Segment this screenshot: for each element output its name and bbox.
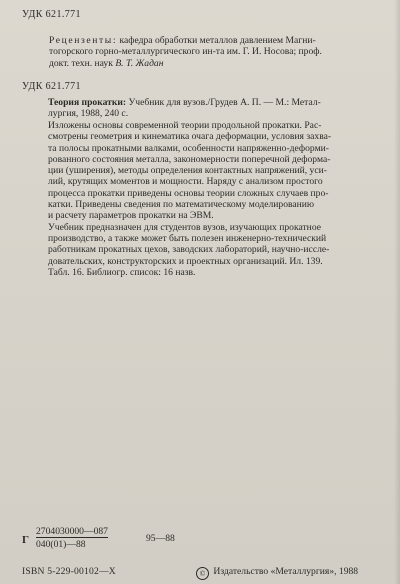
udk-code-second: УДК 621.771 bbox=[22, 81, 81, 92]
abstract-block bbox=[48, 120, 331, 278]
reviewers-line-1 bbox=[49, 35, 389, 46]
reviewers-block bbox=[49, 35, 389, 69]
code-numerator: 2704030000—087 bbox=[36, 526, 108, 537]
abstract-line: смотрены геометрия и кинематика очага деформации, условия захва- bbox=[48, 131, 332, 143]
copyright-icon: © bbox=[196, 567, 209, 580]
code-denominator: 040(01)—88 bbox=[36, 539, 86, 550]
reviewers-degree: докт. техн. наук bbox=[49, 57, 113, 69]
abstract-line: Учебник предназначен для студентов вузов, изучающих прокатное bbox=[48, 221, 321, 233]
abstract-line: ции (уширения), методы определения контактных напряжений, уси- bbox=[48, 165, 327, 177]
reviewers-line-2: тогорского горно-металлургического ин-та им. Г. И. Носова; проф. bbox=[49, 46, 322, 58]
abstract-line: довательских, конструкторских и проектных организаций. Ил. 139. bbox=[48, 255, 323, 267]
bibliographic-description bbox=[48, 97, 321, 120]
abstract-line: Изложены основы современной теории продольной прокатки. Рас- bbox=[48, 120, 322, 131]
abstract-line: работникам прокатных цехов, заводских лабораторий, научно-иссле- bbox=[48, 244, 330, 256]
abstract-line: рованного состояния металла, закономерности поперечной деформа- bbox=[48, 153, 331, 165]
udk-code-top: УДК 621.771 bbox=[22, 9, 81, 20]
abstract-line: производство, а также может быть полезен инженерно-технический bbox=[48, 232, 327, 244]
abstract-line: процесса прокатки приведены основы теории сложных случаев про- bbox=[48, 187, 329, 199]
reviewers-text-1: кафедра обработки металлов давлением Магни- bbox=[119, 35, 316, 46]
reviewers-label: Рецензенты: bbox=[49, 35, 118, 46]
abstract-line: та полосы прокатными валками, особенности напряженно-деформи- bbox=[48, 142, 329, 154]
book-title: Теория прокатки: bbox=[48, 97, 127, 108]
abstract-line: и расчету параметров прокатки на ЭВМ. bbox=[48, 210, 214, 222]
biblio-line-2: лургия, 1988, 240 с. bbox=[48, 108, 129, 120]
abstract-line: катки. Приведены сведения по математическому моделированию bbox=[48, 199, 315, 211]
abstract-line: Табл. 16. Библиогр. список: 16 назв. bbox=[48, 266, 196, 278]
code-range: 95—88 bbox=[146, 533, 175, 544]
biblio-line-1 bbox=[48, 97, 321, 108]
biblio-line-1-rest: Учебник для вузов./Грудев А. П. — М.: Метал- bbox=[128, 97, 321, 108]
copyright-line bbox=[196, 566, 358, 580]
abstract-line: лий, крутящих моментов и мощности. Наряду с анализом простого bbox=[48, 176, 323, 188]
code-letter: Г bbox=[22, 534, 29, 546]
reviewer-name: В. Т. Жадан bbox=[115, 57, 164, 69]
page-edge-shadow bbox=[394, 0, 400, 584]
reviewers-line-3 bbox=[49, 58, 389, 69]
copyright-text: Издательство «Металлургия», 1988 bbox=[213, 566, 359, 577]
isbn: ISBN 5-229-00102—X bbox=[22, 566, 116, 577]
